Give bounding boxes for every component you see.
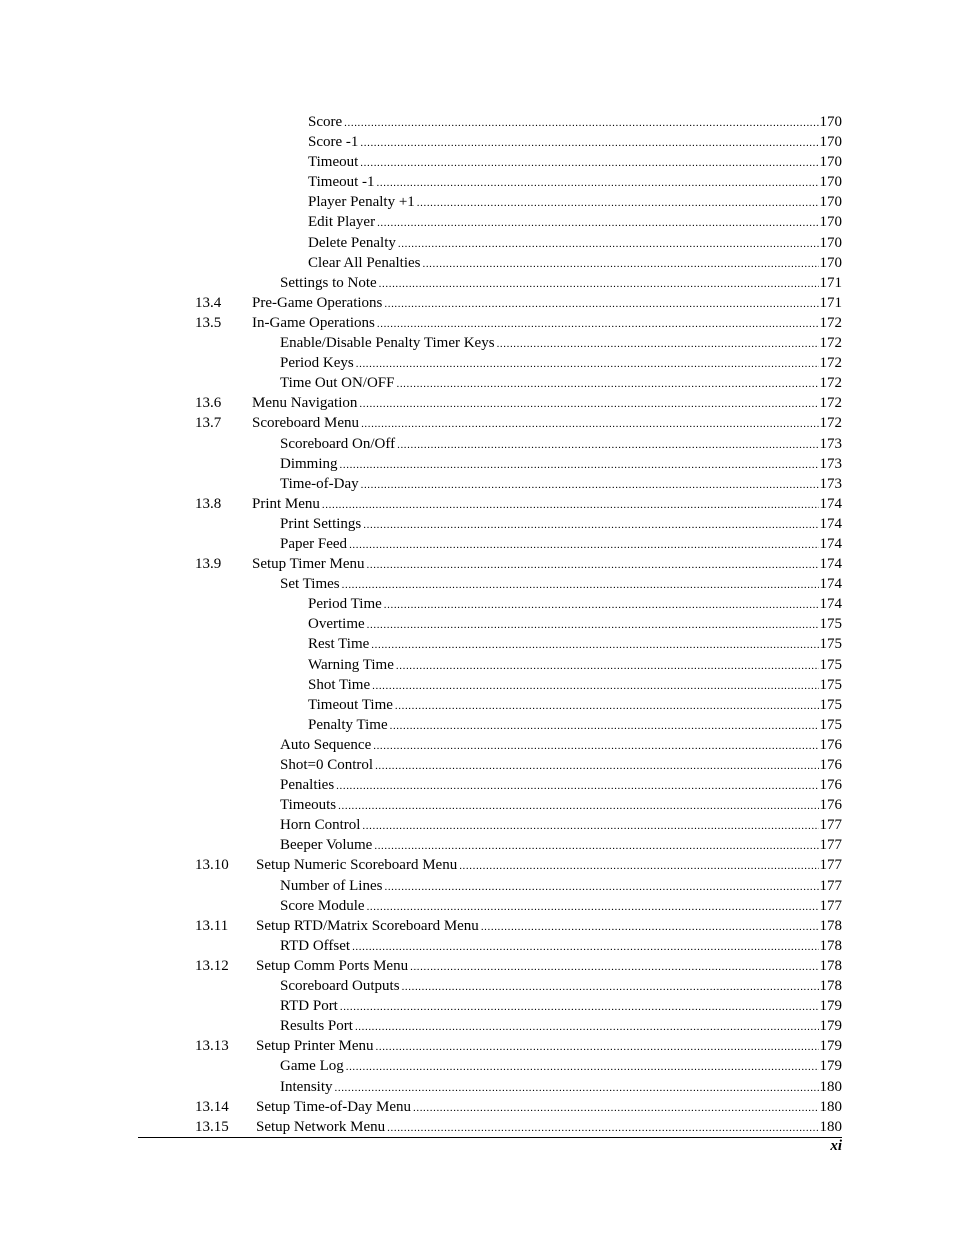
toc-dot-leader [344,113,818,133]
toc-title: Warning Time [308,656,394,673]
toc-entry [0,112,954,132]
toc-title: Clear All Penalties [308,254,421,271]
toc-dot-leader [356,354,819,374]
toc-page-number: 172 [819,415,842,432]
toc-entry [0,675,954,695]
toc-page-number: 175 [819,716,842,733]
toc-page-number: 173 [819,455,842,472]
toc-dot-leader [377,314,819,334]
toc-dot-leader [362,816,818,836]
toc-entry [0,474,954,494]
toc-title: Timeout [308,154,359,171]
toc-page-number: 176 [819,757,842,773]
toc-entry [0,132,954,152]
toc-entry [0,273,954,293]
toc-entry-line [252,554,842,575]
toc-title: Rest Time [308,636,370,653]
toc-entry-line [280,514,842,535]
toc-title: Player Penalty +1 [308,194,415,211]
toc-entry-line [280,815,842,836]
toc-page-number: 177 [819,857,842,874]
toc-page-number: 179 [819,998,842,1015]
toc-entry [0,715,954,735]
toc-entry-line [308,233,842,254]
toc-page-number: 178 [819,957,842,974]
toc-entry-line [256,956,842,977]
toc-entry [0,1016,954,1036]
toc-entry [0,996,954,1016]
toc-entry [0,1097,954,1117]
toc-page-number: 180 [819,1078,842,1095]
toc-entry-line [308,594,842,615]
toc-title: Results Port [280,1018,353,1035]
toc-page-number: 174 [819,535,842,552]
toc-title: Period Time [308,596,382,613]
toc-entry-line [256,916,842,937]
toc-entry-line [308,253,842,274]
toc-title: Print Menu [252,495,320,512]
toc-entry [0,152,954,172]
toc-entry-line [280,353,842,374]
toc-dot-leader [373,736,818,756]
toc-entry-line [252,413,842,434]
toc-title: Shot=0 Control [280,757,374,773]
toc-dot-leader [374,836,818,856]
toc-dot-leader [384,877,818,897]
toc-title: Setup Numeric Scoreboard Menu [256,857,458,874]
toc-title: Edit Player [308,214,376,231]
toc-title: Beeper Volume [280,837,373,854]
toc-page-number: 173 [819,435,842,452]
toc-page-number: 174 [819,495,842,512]
toc-entry [0,534,954,554]
toc-title: Score Module [280,897,365,914]
toc-entry-line [256,855,842,876]
toc-page-number: 177 [819,897,842,914]
toc-title: RTD Port [280,998,338,1015]
toc-entry [0,293,954,313]
toc-title: Settings to Note [280,274,377,291]
toc-entry [0,876,954,896]
toc-dot-leader [402,977,819,997]
toc-entry [0,614,954,634]
toc-entry [0,976,954,996]
toc-title: Pre-Game Operations [252,294,383,311]
toc-dot-leader [396,374,818,394]
toc-dot-leader [322,495,819,515]
toc-dot-leader [371,635,818,655]
toc-entry [0,735,954,755]
toc-dot-leader [342,575,819,595]
toc-entry [0,494,954,514]
toc-entry-line [308,172,842,193]
toc-title: Penalties [280,777,335,794]
toc-dot-leader [340,455,819,475]
toc-page-number: 171 [819,294,842,311]
toc-page-number: 170 [819,134,842,151]
toc-section-number: 13.8 [195,495,222,512]
toc-entry [0,1077,954,1097]
table-of-contents [0,112,954,1137]
toc-entry-line [280,835,842,856]
toc-dot-leader [410,957,818,977]
toc-page-number: 176 [819,797,842,814]
toc-title: Overtime [308,616,365,633]
toc-page-number: 175 [819,636,842,653]
toc-dot-leader [367,555,819,575]
toc-page-number: 178 [819,917,842,934]
toc-page-number: 175 [819,676,842,693]
toc-section-number: 13.6 [195,395,222,412]
toc-page-number: 170 [819,214,842,231]
toc-title: Menu Navigation [252,395,358,412]
toc-entry [0,755,954,775]
toc-entry-line [308,192,842,213]
toc-entry-line [280,1056,842,1077]
toc-dot-leader [338,796,818,816]
toc-entry [0,695,954,715]
toc-title: RTD Offset [280,937,351,954]
toc-dot-leader [377,213,818,233]
toc-entry [0,835,954,855]
toc-dot-leader [384,294,818,314]
toc-entry [0,192,954,212]
toc-dot-leader [367,897,819,917]
toc-entry [0,313,954,333]
toc-section-number: 13.10 [195,857,229,874]
toc-page-number: 177 [819,877,842,894]
toc-dot-leader [396,656,819,676]
toc-entry-line [280,1077,842,1098]
toc-page-number: 174 [819,556,842,573]
toc-page-number: 178 [819,978,842,995]
toc-entry [0,936,954,956]
toc-title: Paper Feed [280,535,348,552]
toc-entry [0,514,954,534]
toc-entry [0,373,954,393]
toc-page-number: 177 [819,817,842,834]
toc-page-number: 179 [819,1058,842,1075]
toc-page-number: 171 [819,274,842,291]
toc-page-number: 172 [819,375,842,392]
toc-entry-line [280,534,842,555]
toc-title: Score -1 [308,134,359,151]
toc-title: Setup Time-of-Day Menu [256,1098,411,1115]
toc-title: Set Times [280,576,340,593]
toc-title: Shot Time [308,676,371,693]
toc-entry-line [308,614,842,635]
toc-dot-leader [359,394,818,414]
toc-title: Scoreboard Outputs [280,978,400,995]
toc-dot-leader [360,153,818,173]
toc-entry-line [280,273,842,294]
toc-dot-leader [363,515,818,535]
toc-dot-leader [417,193,819,213]
footer-rule [138,1137,842,1138]
toc-entry [0,574,954,594]
toc-dot-leader [335,1078,819,1098]
toc-page-number: 180 [819,1118,842,1135]
toc-title: Score [308,114,343,130]
toc-entry-line [252,393,842,414]
toc-dot-leader [459,856,818,876]
toc-entry-line [252,293,842,314]
toc-dot-leader [395,696,819,716]
toc-dot-leader [413,1098,819,1118]
toc-entry [0,333,954,353]
toc-entry-line [280,454,842,475]
toc-page-number: 175 [819,656,842,673]
toc-entry-line [256,1097,842,1118]
toc-entry-line [280,775,842,796]
toc-dot-leader [397,435,818,455]
toc-page-number: 170 [819,194,842,211]
toc-entry [0,212,954,232]
toc-page-number: 174 [819,596,842,613]
toc-entry [0,413,954,433]
toc-title: Intensity [280,1078,333,1095]
toc-section-number: 13.5 [195,314,222,331]
toc-title: Timeouts [280,797,337,814]
toc-title: Setup Printer Menu [256,1038,374,1055]
toc-entry [0,594,954,614]
toc-entry-line [280,896,842,917]
toc-entry-line [280,373,842,394]
toc-page-number: 179 [819,1018,842,1035]
toc-dot-leader [376,1037,819,1057]
toc-page-number: 172 [819,355,842,372]
toc-dot-leader [352,937,818,957]
toc-page-number: 173 [819,475,842,492]
toc-entry [0,1056,954,1076]
toc-entry [0,855,954,875]
toc-title: Setup Timer Menu [252,556,365,573]
toc-entry-line [280,333,842,354]
toc-dot-leader [336,776,818,796]
toc-page-number: 170 [819,254,842,271]
toc-page-number: 176 [819,777,842,794]
toc-section-number: 13.4 [195,294,222,311]
toc-entry-line [280,976,842,997]
toc-page-number: 174 [819,515,842,532]
toc-title: Time Out ON/OFF [280,375,395,392]
toc-title: Enable/Disable Penalty Timer Keys [280,335,495,352]
toc-entry-line [280,755,842,776]
toc-entry [0,634,954,654]
toc-entry-line [280,1016,842,1037]
toc-entry [0,795,954,815]
toc-entry-line [280,474,842,495]
toc-entry-line [308,715,842,736]
toc-entry-line [256,1117,842,1138]
toc-dot-leader [387,1118,818,1138]
toc-dot-leader [361,414,818,434]
toc-entry [0,775,954,795]
toc-dot-leader [349,535,818,555]
toc-title: Timeout Time [308,696,393,713]
toc-title: Scoreboard On/Off [280,435,396,452]
toc-entry-line [280,876,842,897]
toc-entry [0,1036,954,1056]
toc-title: Timeout -1 [308,174,375,191]
toc-entry [0,916,954,936]
toc-entry-line [280,996,842,1017]
toc-title: Period Keys [280,355,354,372]
toc-entry-line [256,1036,842,1057]
toc-entry-line [308,112,842,133]
toc-section-number: 13.9 [195,556,222,573]
toc-page-number: 172 [819,314,842,331]
toc-entry-line [280,735,842,756]
toc-title: Dimming [280,455,338,472]
toc-entry [0,393,954,413]
toc-dot-leader [379,274,819,294]
toc-entry [0,655,954,675]
toc-entry [0,434,954,454]
toc-entry-line [280,936,842,957]
toc-entry [0,956,954,976]
toc-dot-leader [375,756,818,776]
toc-section-number: 13.15 [195,1118,229,1135]
toc-section-number: 13.13 [195,1038,229,1055]
toc-dot-leader [481,917,819,937]
toc-entry-line [280,795,842,816]
toc-dot-leader [355,1017,819,1037]
toc-entry-line [308,655,842,676]
toc-page-number: 170 [819,154,842,171]
toc-page-number: 176 [819,736,842,753]
toc-title: Setup Network Menu [256,1118,386,1135]
toc-page-number: 178 [819,937,842,954]
toc-title: Penalty Time [308,716,388,733]
toc-dot-leader [398,234,819,254]
toc-dot-leader [422,254,818,274]
toc-entry [0,454,954,474]
toc-title: Number of Lines [280,877,383,894]
toc-section-number: 13.11 [195,917,229,934]
toc-entry [0,172,954,192]
toc-dot-leader [361,475,819,495]
toc-section-number: 13.12 [195,957,229,974]
toc-entry [0,253,954,273]
toc-title: Game Log [280,1058,344,1075]
toc-dot-leader [384,595,819,615]
toc-section-number: 13.7 [195,415,222,432]
toc-title: Print Settings [280,515,362,532]
toc-entry-line [252,494,842,515]
toc-page-number: 174 [819,576,842,593]
toc-entry-line [280,434,842,455]
toc-page-number: 180 [819,1098,842,1115]
toc-dot-leader [360,133,818,153]
toc-entry-line [308,634,842,655]
toc-section-number: 13.14 [195,1098,229,1115]
toc-title: Scoreboard Menu [252,415,360,432]
toc-entry-line [308,212,842,233]
toc-title: Time-of-Day [280,475,359,492]
toc-dot-leader [390,716,819,736]
toc-page-number: 170 [819,174,842,191]
toc-entry-line [280,574,842,595]
toc-page-number: 175 [819,696,842,713]
toc-entry-line [252,313,842,334]
toc-page-number: 175 [819,616,842,633]
toc-entry-line [308,152,842,173]
toc-title: Setup Comm Ports Menu [256,957,409,974]
toc-dot-leader [497,334,819,354]
toc-title: In-Game Operations [252,314,375,331]
toc-entry [0,1117,954,1137]
toc-title: Auto Sequence [280,736,372,753]
toc-title: Horn Control [280,817,361,834]
toc-dot-leader [372,676,818,696]
toc-entry [0,815,954,835]
toc-entry [0,554,954,574]
toc-page-number: 170 [819,114,842,130]
toc-page-number: 179 [819,1038,842,1055]
toc-dot-leader [367,615,819,635]
toc-title: Delete Penalty [308,234,396,251]
toc-dot-leader [340,997,819,1017]
toc-entry [0,233,954,253]
toc-dot-leader [346,1057,819,1077]
toc-entry-line [308,695,842,716]
toc-page-number: 177 [819,837,842,854]
toc-entry-line [308,675,842,696]
page-number: xi [830,1138,842,1154]
toc-page-number: 172 [819,395,842,412]
toc-entry [0,353,954,373]
toc-entry-line [308,132,842,153]
toc-page-number: 170 [819,234,842,251]
toc-dot-leader [377,173,819,193]
toc-title: Setup RTD/Matrix Scoreboard Menu [256,917,479,934]
toc-entry [0,896,954,916]
toc-page-number: 172 [819,335,842,352]
